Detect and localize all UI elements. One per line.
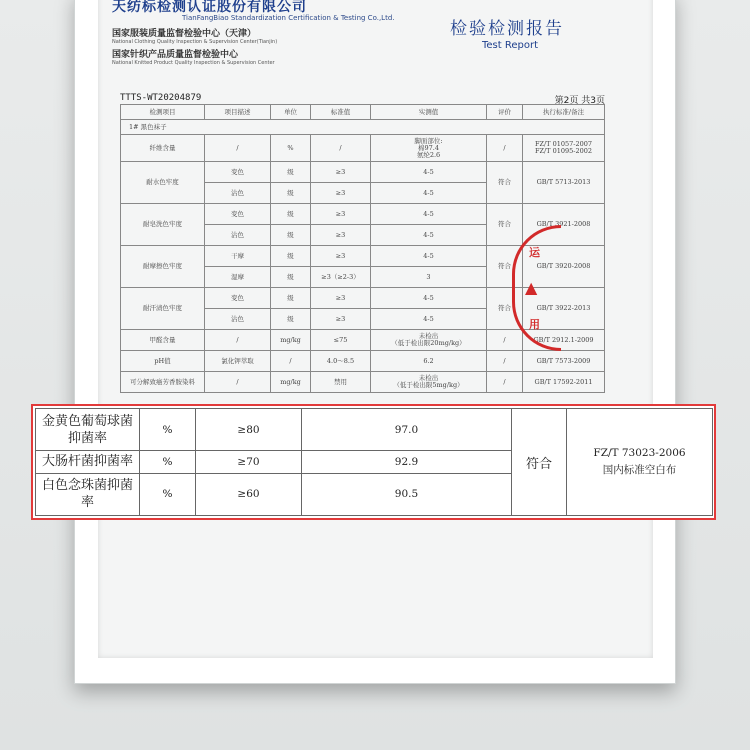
sample-row — [121, 120, 605, 135]
cell-std: ≥3 — [311, 204, 371, 225]
column-header: 实测值 — [371, 105, 487, 120]
cell-item: 耐皂洗色牢度 — [121, 204, 205, 246]
cell-std: ≥3 — [311, 246, 371, 267]
column-header: 检测项目 — [121, 105, 205, 120]
column-header: 标准值 — [311, 105, 371, 120]
cell-note: GB/T 5713-2013 — [523, 162, 605, 204]
cell-desc: 沾色 — [205, 183, 271, 204]
cell-std: ≥3 — [311, 309, 371, 330]
cell-desc: 氯化钾萃取 — [205, 351, 271, 372]
table-row — [121, 162, 605, 183]
cell-unit: % — [140, 473, 196, 515]
cell-meas: 3 — [371, 267, 487, 288]
cell-std: ≤75 — [311, 330, 371, 351]
cell-std: ≥3 — [311, 225, 371, 246]
cell-eval: / — [487, 330, 523, 351]
center-name-1-en: National Clothing Quality Inspection & Supervision Center(Tianjin) — [112, 39, 278, 45]
cell-result: 90.5 — [302, 473, 512, 515]
report-title: 检验检测报告 — [450, 19, 564, 39]
meas-line: 棉97.4 — [418, 143, 439, 152]
standard-note: 国内标准空白布 — [602, 464, 677, 476]
meas-line: 未检出 — [418, 374, 439, 382]
company-name: 天纺标检测认证股份有限公司 — [112, 0, 307, 15]
column-header: 单位 — [271, 105, 311, 120]
report-title-en: Test Report — [482, 40, 539, 51]
cell-eval: 符合 — [487, 246, 523, 288]
cell-meas: 4-5 — [371, 162, 487, 183]
page-number: 第2页 共3页 — [554, 96, 605, 106]
cell-item: 金黄色葡萄球菌抑菌率 — [36, 409, 140, 451]
table-row — [121, 351, 605, 372]
note-line: FZ/T 01057-2007 — [534, 140, 593, 148]
cell-item: 甲醛含量 — [121, 330, 205, 351]
cell-meas: 4-5 — [371, 309, 487, 330]
company-name-en: TianFangBiao Standardization Certification & Testing Co.,Ltd. — [182, 14, 395, 22]
cell-eval: 符合 — [487, 162, 523, 204]
meas-line: 未检出 — [418, 332, 439, 340]
cell-unit: mg/kg — [271, 372, 311, 393]
cell-std: ≥3 — [311, 288, 371, 309]
antibacterial-table — [35, 408, 713, 516]
cell-item: 白色念珠菌抑菌率 — [36, 473, 140, 515]
cell-desc: 变色 — [205, 162, 271, 183]
cell-eval: / — [487, 135, 523, 162]
cell-desc: 干摩 — [205, 246, 271, 267]
cell-eval: 符合 — [487, 204, 523, 246]
cell-desc: 沾色 — [205, 225, 271, 246]
cell-unit: % — [140, 451, 196, 474]
cell-desc: / — [205, 135, 271, 162]
cell-desc: 变色 — [205, 288, 271, 309]
cell-unit: 级 — [271, 183, 311, 204]
cell-desc: / — [205, 372, 271, 393]
cell-std: / — [311, 135, 371, 162]
cell-eval: / — [487, 351, 523, 372]
cell-meas: 4-5 — [371, 288, 487, 309]
cell-meas — [371, 135, 487, 162]
cell-desc: / — [205, 330, 271, 351]
standard-code: FZ/T 73023-2006 — [593, 447, 686, 459]
cell-meas: 6.2 — [371, 351, 487, 372]
cell-note — [523, 135, 605, 162]
cell-std: 4.0～8.5 — [311, 351, 371, 372]
cell-note: GB/T 3921-2008 — [523, 204, 605, 246]
cell-std: ≥70 — [196, 451, 302, 474]
cell-meas — [371, 330, 487, 351]
cell-unit: 级 — [271, 309, 311, 330]
center-name-1: 国家服装质量监督检验中心（天津） — [112, 29, 257, 39]
cell-meas: 4-5 — [371, 204, 487, 225]
cell-unit: 级 — [271, 225, 311, 246]
cell-result: 92.9 — [302, 451, 512, 474]
cell-item: 耐水色牢度 — [121, 162, 205, 204]
cell-item: 大肠杆菌抑菌率 — [36, 451, 140, 474]
cell-note: GB/T 7573-2009 — [523, 351, 605, 372]
cell-unit: mg/kg — [271, 330, 311, 351]
cell-eval: / — [487, 372, 523, 393]
table-row — [121, 204, 605, 225]
meas-line: 氨纶2.6 — [416, 150, 441, 159]
cell-std: ≥80 — [196, 409, 302, 451]
stamp-emblem-icon: ▲ — [525, 278, 538, 297]
cell-result: 97.0 — [302, 409, 512, 451]
cell-item: 耐汗渍色牢度 — [121, 288, 205, 330]
cell-note: GB/T 17592-2011 — [523, 372, 605, 393]
meas-line: （低于检出限5mg/kg） — [393, 381, 464, 389]
cell-std: 禁用 — [311, 372, 371, 393]
stamp-char: 用 — [529, 318, 540, 331]
cell-standard — [567, 409, 713, 516]
cell-unit: 级 — [271, 267, 311, 288]
cell-std: ≥3（≥2-3） — [311, 267, 371, 288]
cell-unit: / — [271, 351, 311, 372]
table-row — [121, 372, 605, 393]
cell-std: ≥60 — [196, 473, 302, 515]
cell-item: pH值 — [121, 351, 205, 372]
cell-item: 纤维含量 — [121, 135, 205, 162]
cell-meas — [371, 372, 487, 393]
column-header: 项目描述 — [205, 105, 271, 120]
meas-line: （低于检出限20mg/kg） — [391, 339, 466, 347]
cell-unit: % — [271, 135, 311, 162]
cell-std: ≥3 — [311, 183, 371, 204]
cell-item: 可分解致癌芳香胺染料 — [121, 372, 205, 393]
column-header: 评价 — [487, 105, 523, 120]
cell-unit: 级 — [271, 204, 311, 225]
cell-unit: % — [140, 409, 196, 451]
antibacterial-highlight-box — [31, 404, 716, 520]
center-name-2: 国家针织产品质量监督检验中心 — [112, 50, 239, 60]
stamp-char: 运 — [529, 246, 540, 259]
cell-std: ≥3 — [311, 162, 371, 183]
cell-meas: 4-5 — [371, 225, 487, 246]
column-header: 执行标准/备注 — [523, 105, 605, 120]
note-line: FZ/T 01095-2002 — [534, 147, 593, 155]
center-name-2-en: National Knitted Product Quality Inspection & Supervision Center — [112, 60, 275, 66]
cell-eval: 符合 — [487, 288, 523, 330]
cell-note: GB/T 2912.1-2009 — [523, 330, 605, 351]
cell-desc: 沾色 — [205, 309, 271, 330]
cell-desc: 变色 — [205, 204, 271, 225]
report-number: TTTS-WT20204879 — [120, 93, 202, 103]
meas-line: 脚面部位: — [414, 136, 443, 145]
sample-label: 1# 黑色袜子 — [121, 120, 605, 135]
table-row — [121, 135, 605, 162]
cell-desc: 湿摩 — [205, 267, 271, 288]
cell-meas: 4-5 — [371, 183, 487, 204]
cell-meas: 4-5 — [371, 246, 487, 267]
report-paper — [98, 0, 653, 658]
cell-eval: 符合 — [512, 409, 567, 516]
cell-note: GB/T 3920-2008 — [523, 246, 605, 288]
table-header-row — [121, 105, 605, 120]
cell-note: GB/T 3922-2013 — [523, 288, 605, 330]
cell-item: 耐摩擦色牢度 — [121, 246, 205, 288]
report-header — [112, 0, 395, 66]
table-row — [36, 409, 713, 451]
cell-unit: 级 — [271, 288, 311, 309]
cell-unit: 级 — [271, 162, 311, 183]
cell-unit: 级 — [271, 246, 311, 267]
